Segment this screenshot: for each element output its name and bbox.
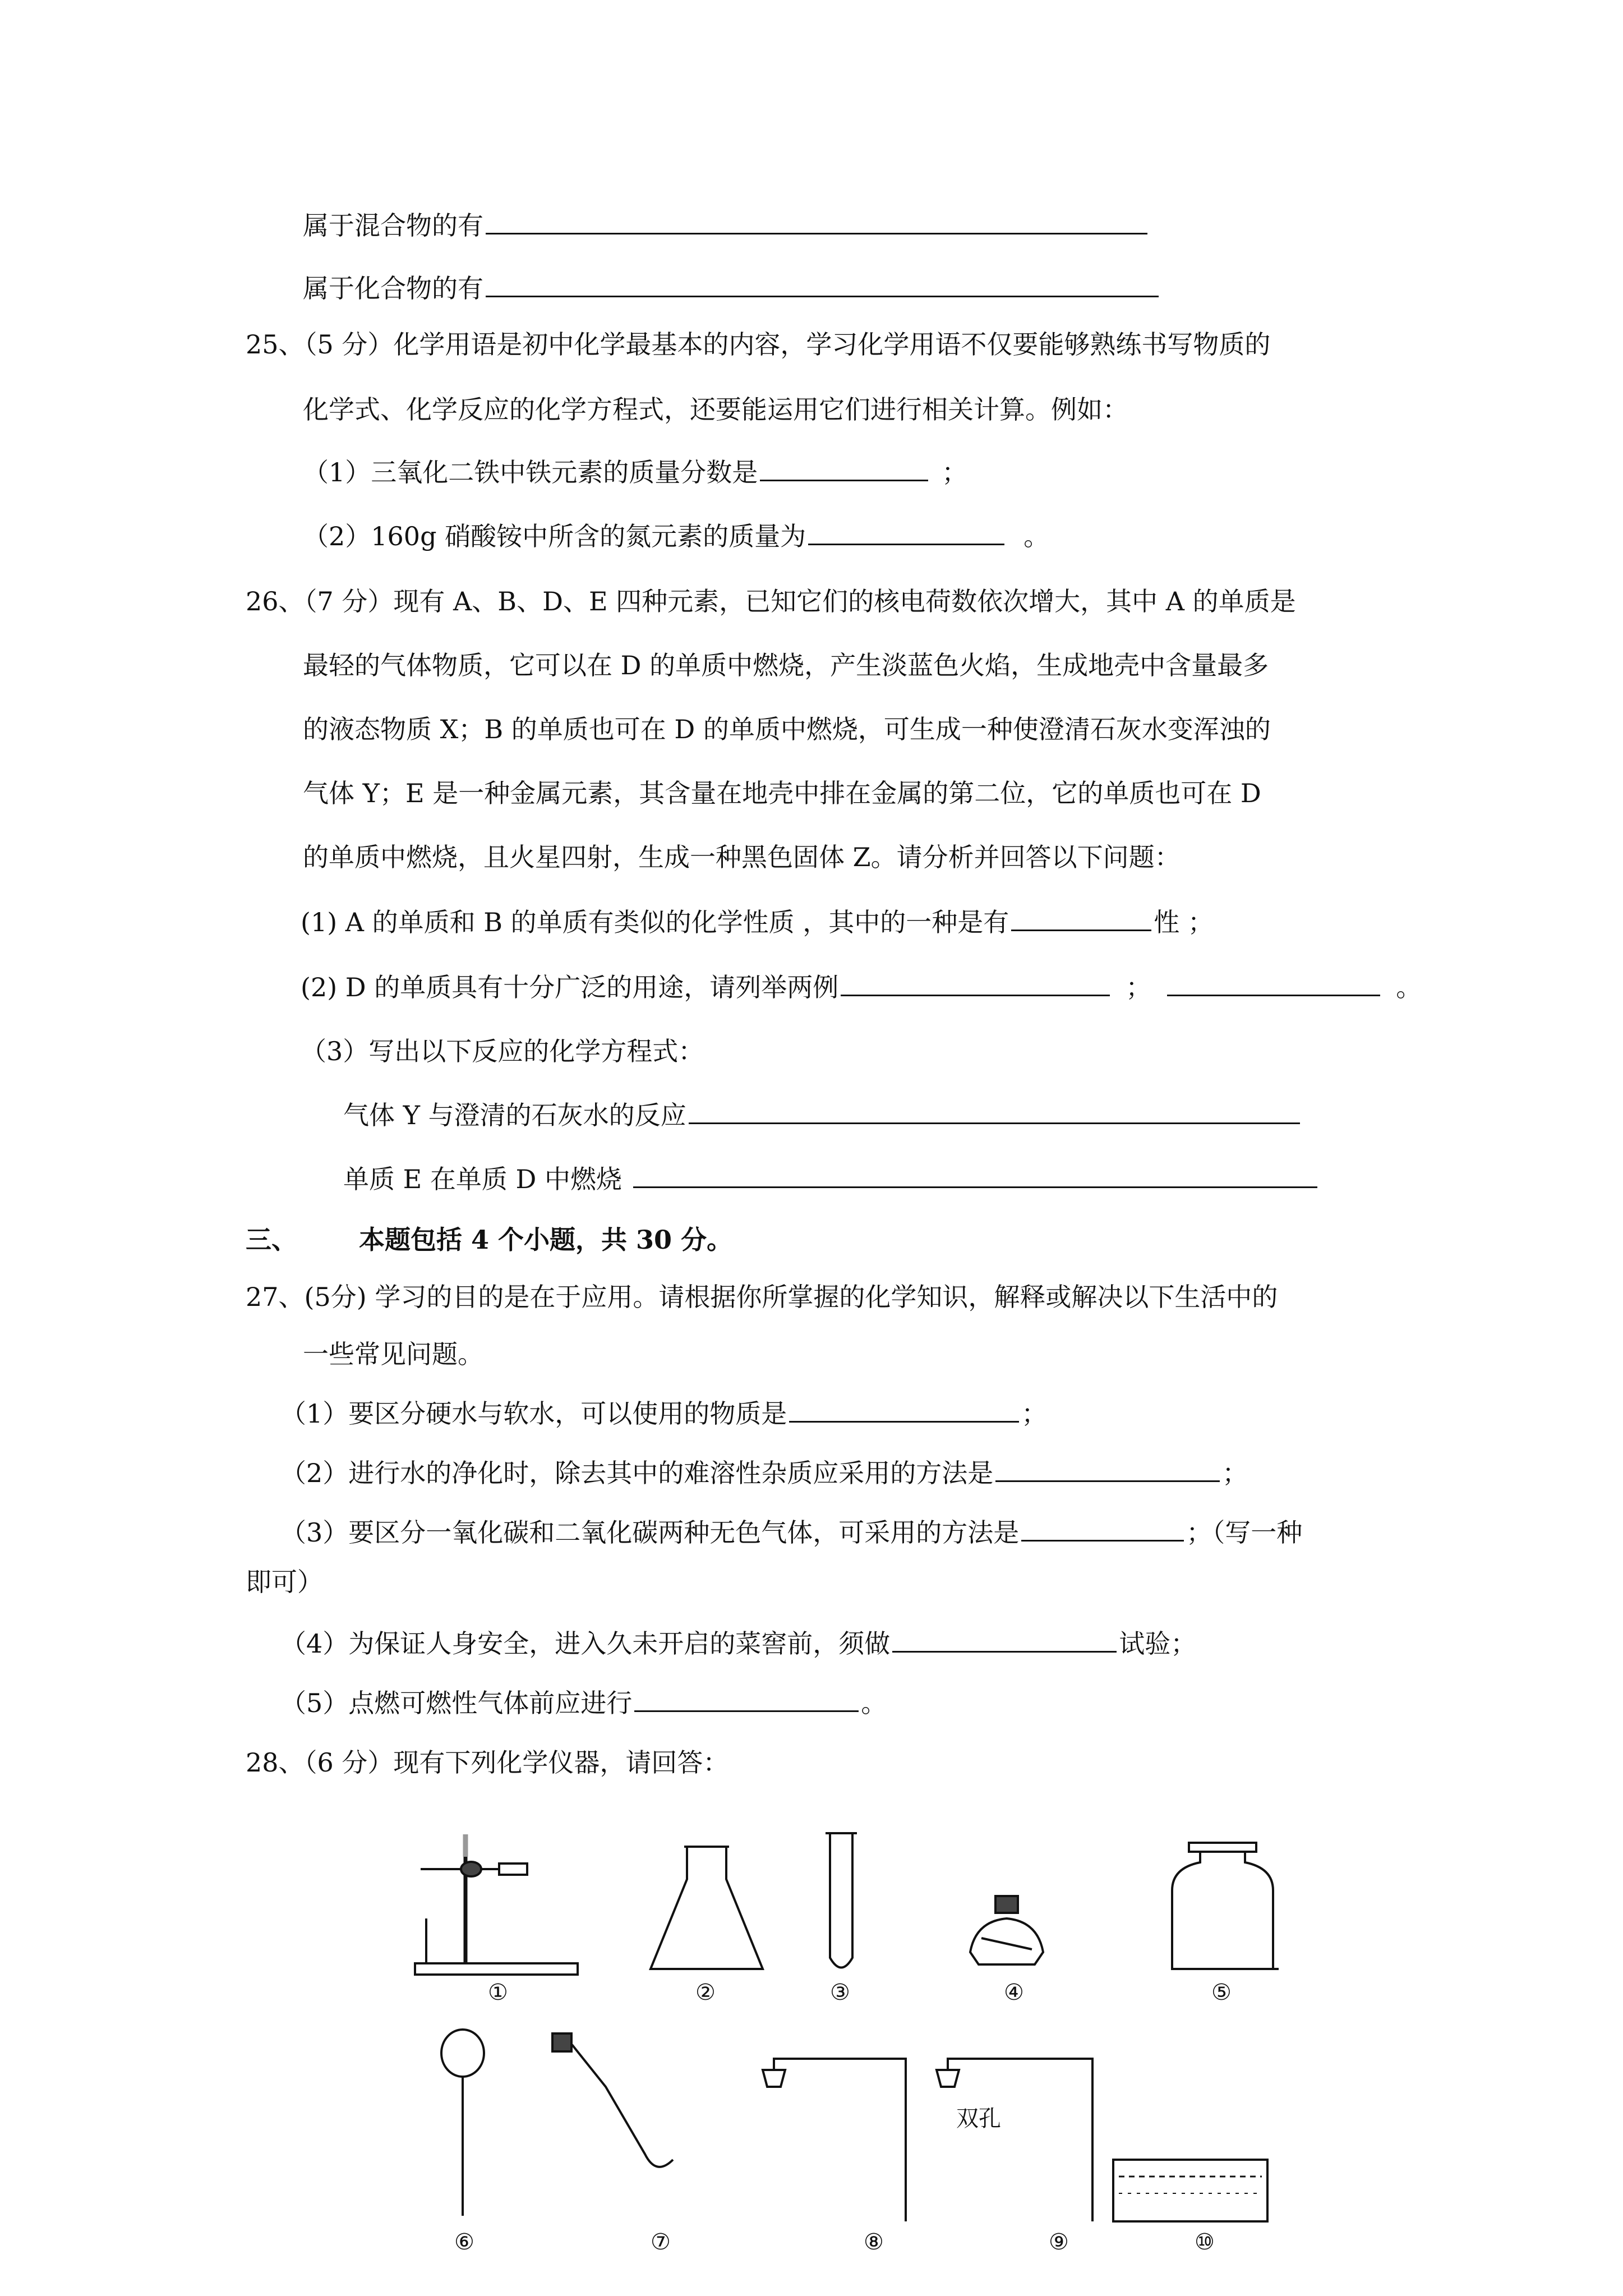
q25-sub2: （2）160g 硝酸铵中所含的氮元素的质量为 。: [303, 521, 1050, 551]
section-three-number: 三、: [246, 1225, 297, 1255]
q26-blank3b[interactable]: [633, 1164, 1317, 1188]
q26-blank3a[interactable]: [689, 1100, 1300, 1124]
label-1: ①: [488, 1980, 508, 2005]
test-tube-icon: [826, 1833, 857, 1968]
figure-note: 双孔: [956, 2106, 1001, 2132]
compound-label: 属于化合物的有: [303, 273, 483, 303]
label-7: ⑦: [651, 2229, 671, 2255]
gas-jar-icon: [1172, 1843, 1279, 1969]
q26-sub3: （3）写出以下反应的化学方程式：: [301, 1036, 704, 1066]
compound-blank[interactable]: [486, 273, 1159, 297]
section-three-title: 本题包括 4 个小题，共 30 分。: [359, 1225, 733, 1255]
q27-blank2[interactable]: [995, 1458, 1220, 1482]
bent-delivery-tube-icon: [552, 2033, 673, 2167]
q26-sub2: (2) D 的单质具有十分广泛的用途，请列举两例 ； 。: [301, 972, 1422, 1002]
q26-blank1[interactable]: [1011, 907, 1151, 931]
funnel-icon: [441, 2030, 484, 2216]
q27-blank1[interactable]: [789, 1398, 1019, 1423]
q25-blank2[interactable]: [808, 521, 1004, 545]
q27-sub1: （1）要区分硬水与软水，可以使用的物质是 ；: [280, 1398, 1048, 1429]
label-8: ⑧: [864, 2229, 884, 2255]
label-6: ⑥: [454, 2229, 474, 2255]
apparatus-figure: [404, 1818, 1279, 2255]
q26-blank2b[interactable]: [1167, 972, 1380, 996]
q27-head: 27、(5分) 学习的目的是在于应用。请根据你所掌握的化学知识，解释或解决以下生活中的: [246, 1282, 1278, 1312]
q25-cont: 化学式、化学反应的化学方程式，还要能运用它们进行相关计算。例如：: [303, 394, 1128, 425]
q27-sub3: （3）要区分一氧化碳和二氧化碳两种无色气体，可采用的方法是 ；（写一种: [280, 1517, 1303, 1548]
mixture-blank[interactable]: [486, 210, 1147, 234]
q26-sub3a: 气体 Y 与澄清的石灰水的反应: [343, 1098, 1302, 1132]
mixture-label: 属于混合物的有: [303, 210, 483, 241]
label-9: ⑨: [1049, 2229, 1069, 2255]
compound-line: [303, 272, 1161, 305]
q28-head: 28、（6 分）现有下列化学仪器，请回答：: [246, 1747, 729, 1778]
iron-stand-icon: [415, 1834, 578, 1975]
q26-line5: 的单质中燃烧，且火星四射，生成一种黑色固体 Z。请分析并回答以下问题：: [303, 842, 1181, 872]
label-5: ⑤: [1211, 1980, 1232, 2005]
q26-sub1: (1) A 的单质和 B 的单质有类似的化学性质 ，其中的一种是有 性 ；: [301, 907, 1214, 937]
label-10: ⑩: [1195, 2229, 1215, 2255]
q27-blank4[interactable]: [892, 1628, 1117, 1653]
double-hole-stopper-tube-icon: [937, 2059, 1092, 2221]
q27-sub4: （4）为保证人身安全，进入久未开启的菜窖前，须做 试验；: [280, 1628, 1197, 1659]
q26-sub3b: 单质 E 在单质 D 中燃烧: [343, 1162, 1320, 1196]
mixture-line: [303, 209, 1150, 242]
label-3: ③: [830, 1980, 850, 2005]
q25-blank1[interactable]: [760, 457, 928, 481]
q26-blank2a[interactable]: [841, 972, 1110, 996]
label-4: ④: [1004, 1980, 1024, 2005]
q26-line4: 气体 Y；E 是一种金属元素，其含量在地壳中排在金属的第二位，它的单质也可在 D: [303, 778, 1261, 808]
alcohol-lamp-icon: [970, 1896, 1043, 1964]
conical-flask-icon: [651, 1847, 763, 1969]
water-trough-icon: [1113, 2160, 1267, 2221]
q27-sub3-cont: 即可）: [246, 1567, 323, 1597]
q27-cont: 一些常见问题。: [303, 1339, 483, 1369]
q25-sub1: （1）三氧化二铁中铁元素的质量分数是 ；: [303, 457, 968, 487]
q26-line1: 26、（7 分）现有 A、B、D、E 四种元素，已知它们的核电荷数依次增大，其中 A 的单质是: [246, 586, 1296, 616]
single-hole-stopper-tube-icon: [763, 2059, 906, 2221]
q25-head: 25、（5 分）化学用语是初中化学最基本的内容，学习化学用语不仅要能够熟练书写物质的: [246, 329, 1271, 360]
q26-line2: 最轻的气体物质，它可以在 D 的单质中燃烧，产生淡蓝色火焰，生成地壳中含量最多: [303, 650, 1269, 680]
q26-line3: 的液态物质 X；B 的单质也可在 D 的单质中燃烧，可生成一种使澄清石灰水变浑浊的: [303, 714, 1271, 744]
q27-blank3[interactable]: [1021, 1517, 1184, 1542]
q27-blank5[interactable]: [634, 1688, 859, 1712]
q27-sub5: （5）点燃可燃性气体前应进行 。: [280, 1688, 887, 1718]
q27-sub2: （2）进行水的净化时，除去其中的难溶性杂质应采用的方法是 ；: [280, 1458, 1248, 1488]
label-2: ②: [695, 1980, 716, 2005]
